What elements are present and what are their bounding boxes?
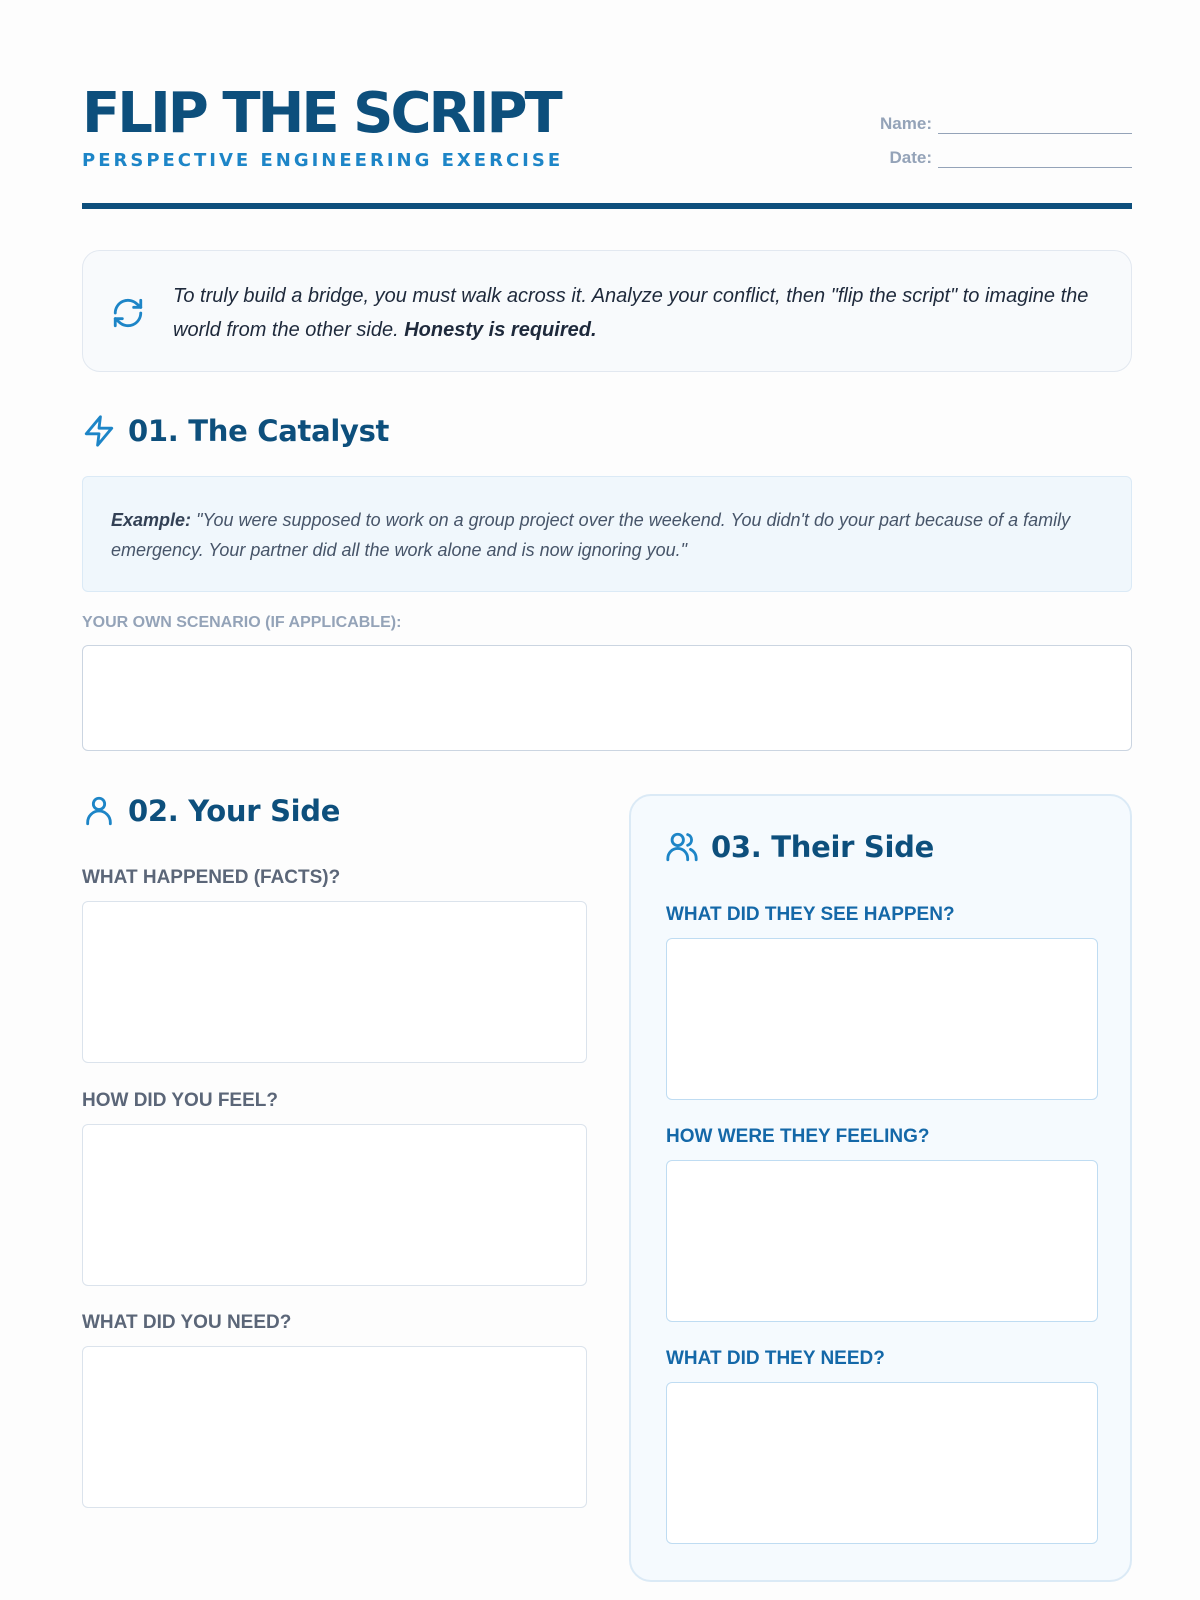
your-side-heading xyxy=(82,794,340,828)
their-needs-label: WHAT DID THEY NEED? xyxy=(666,1348,885,1369)
their-needs-input[interactable] xyxy=(666,1382,1098,1544)
date-label: Date: xyxy=(889,148,932,167)
users-icon xyxy=(665,830,699,864)
intro-text xyxy=(173,279,1093,347)
example-body: "You were supposed to work on a group project over the weekend. You didn't do your part because of a family emergency. Your partner did all the work alone and is now ignoring you." xyxy=(111,510,1071,560)
scenario-input[interactable] xyxy=(82,645,1132,751)
example-text xyxy=(111,505,1111,565)
their-feelings-input[interactable] xyxy=(666,1160,1098,1322)
user-icon xyxy=(82,794,116,828)
name-label: Name: xyxy=(880,114,932,133)
catalyst-title: 01. The Catalyst xyxy=(128,414,390,448)
example-label: Example: xyxy=(111,510,192,530)
catalyst-heading xyxy=(82,414,389,448)
intro-body: To truly build a bridge, you must walk across it. Analyze your conflict, then "flip the script" to imagine the world from the other side. xyxy=(173,285,1089,341)
example-box xyxy=(82,476,1132,592)
header xyxy=(82,81,1132,210)
page-title: FLIP THE SCRIPT xyxy=(82,81,560,146)
your-side-title: 02. Your Side xyxy=(128,794,341,828)
refresh-icon xyxy=(111,296,145,330)
their-feelings-label: HOW WERE THEY FEELING? xyxy=(666,1126,930,1147)
their-side-title: 03. Their Side xyxy=(711,830,934,864)
intro-emphasis: Honesty is required. xyxy=(404,319,597,341)
date-row xyxy=(852,134,1132,168)
your-facts-input[interactable] xyxy=(82,901,587,1063)
your-facts-label: WHAT HAPPENED (FACTS)? xyxy=(82,867,341,888)
lightning-icon xyxy=(82,414,116,448)
scenario-label: YOUR OWN SCENARIO (IF APPLICABLE): xyxy=(82,614,402,631)
your-feelings-input[interactable] xyxy=(82,1124,587,1286)
worksheet-page xyxy=(82,0,1132,1600)
page-subtitle: PERSPECTIVE ENGINEERING EXERCISE xyxy=(82,150,564,171)
their-side-panel xyxy=(629,794,1132,1582)
your-needs-label: WHAT DID YOU NEED? xyxy=(82,1312,292,1333)
date-field[interactable] xyxy=(938,148,1132,168)
your-feelings-label: HOW DID YOU FEEL? xyxy=(82,1090,278,1111)
their-view-label: WHAT DID THEY SEE HAPPEN? xyxy=(666,904,955,925)
name-date-block xyxy=(852,100,1132,168)
header-divider xyxy=(82,203,1132,209)
your-needs-input[interactable] xyxy=(82,1346,587,1508)
their-view-input[interactable] xyxy=(666,938,1098,1100)
name-field[interactable] xyxy=(938,114,1132,134)
intro-callout xyxy=(82,250,1132,372)
name-row xyxy=(852,100,1132,134)
their-side-heading xyxy=(665,830,934,864)
